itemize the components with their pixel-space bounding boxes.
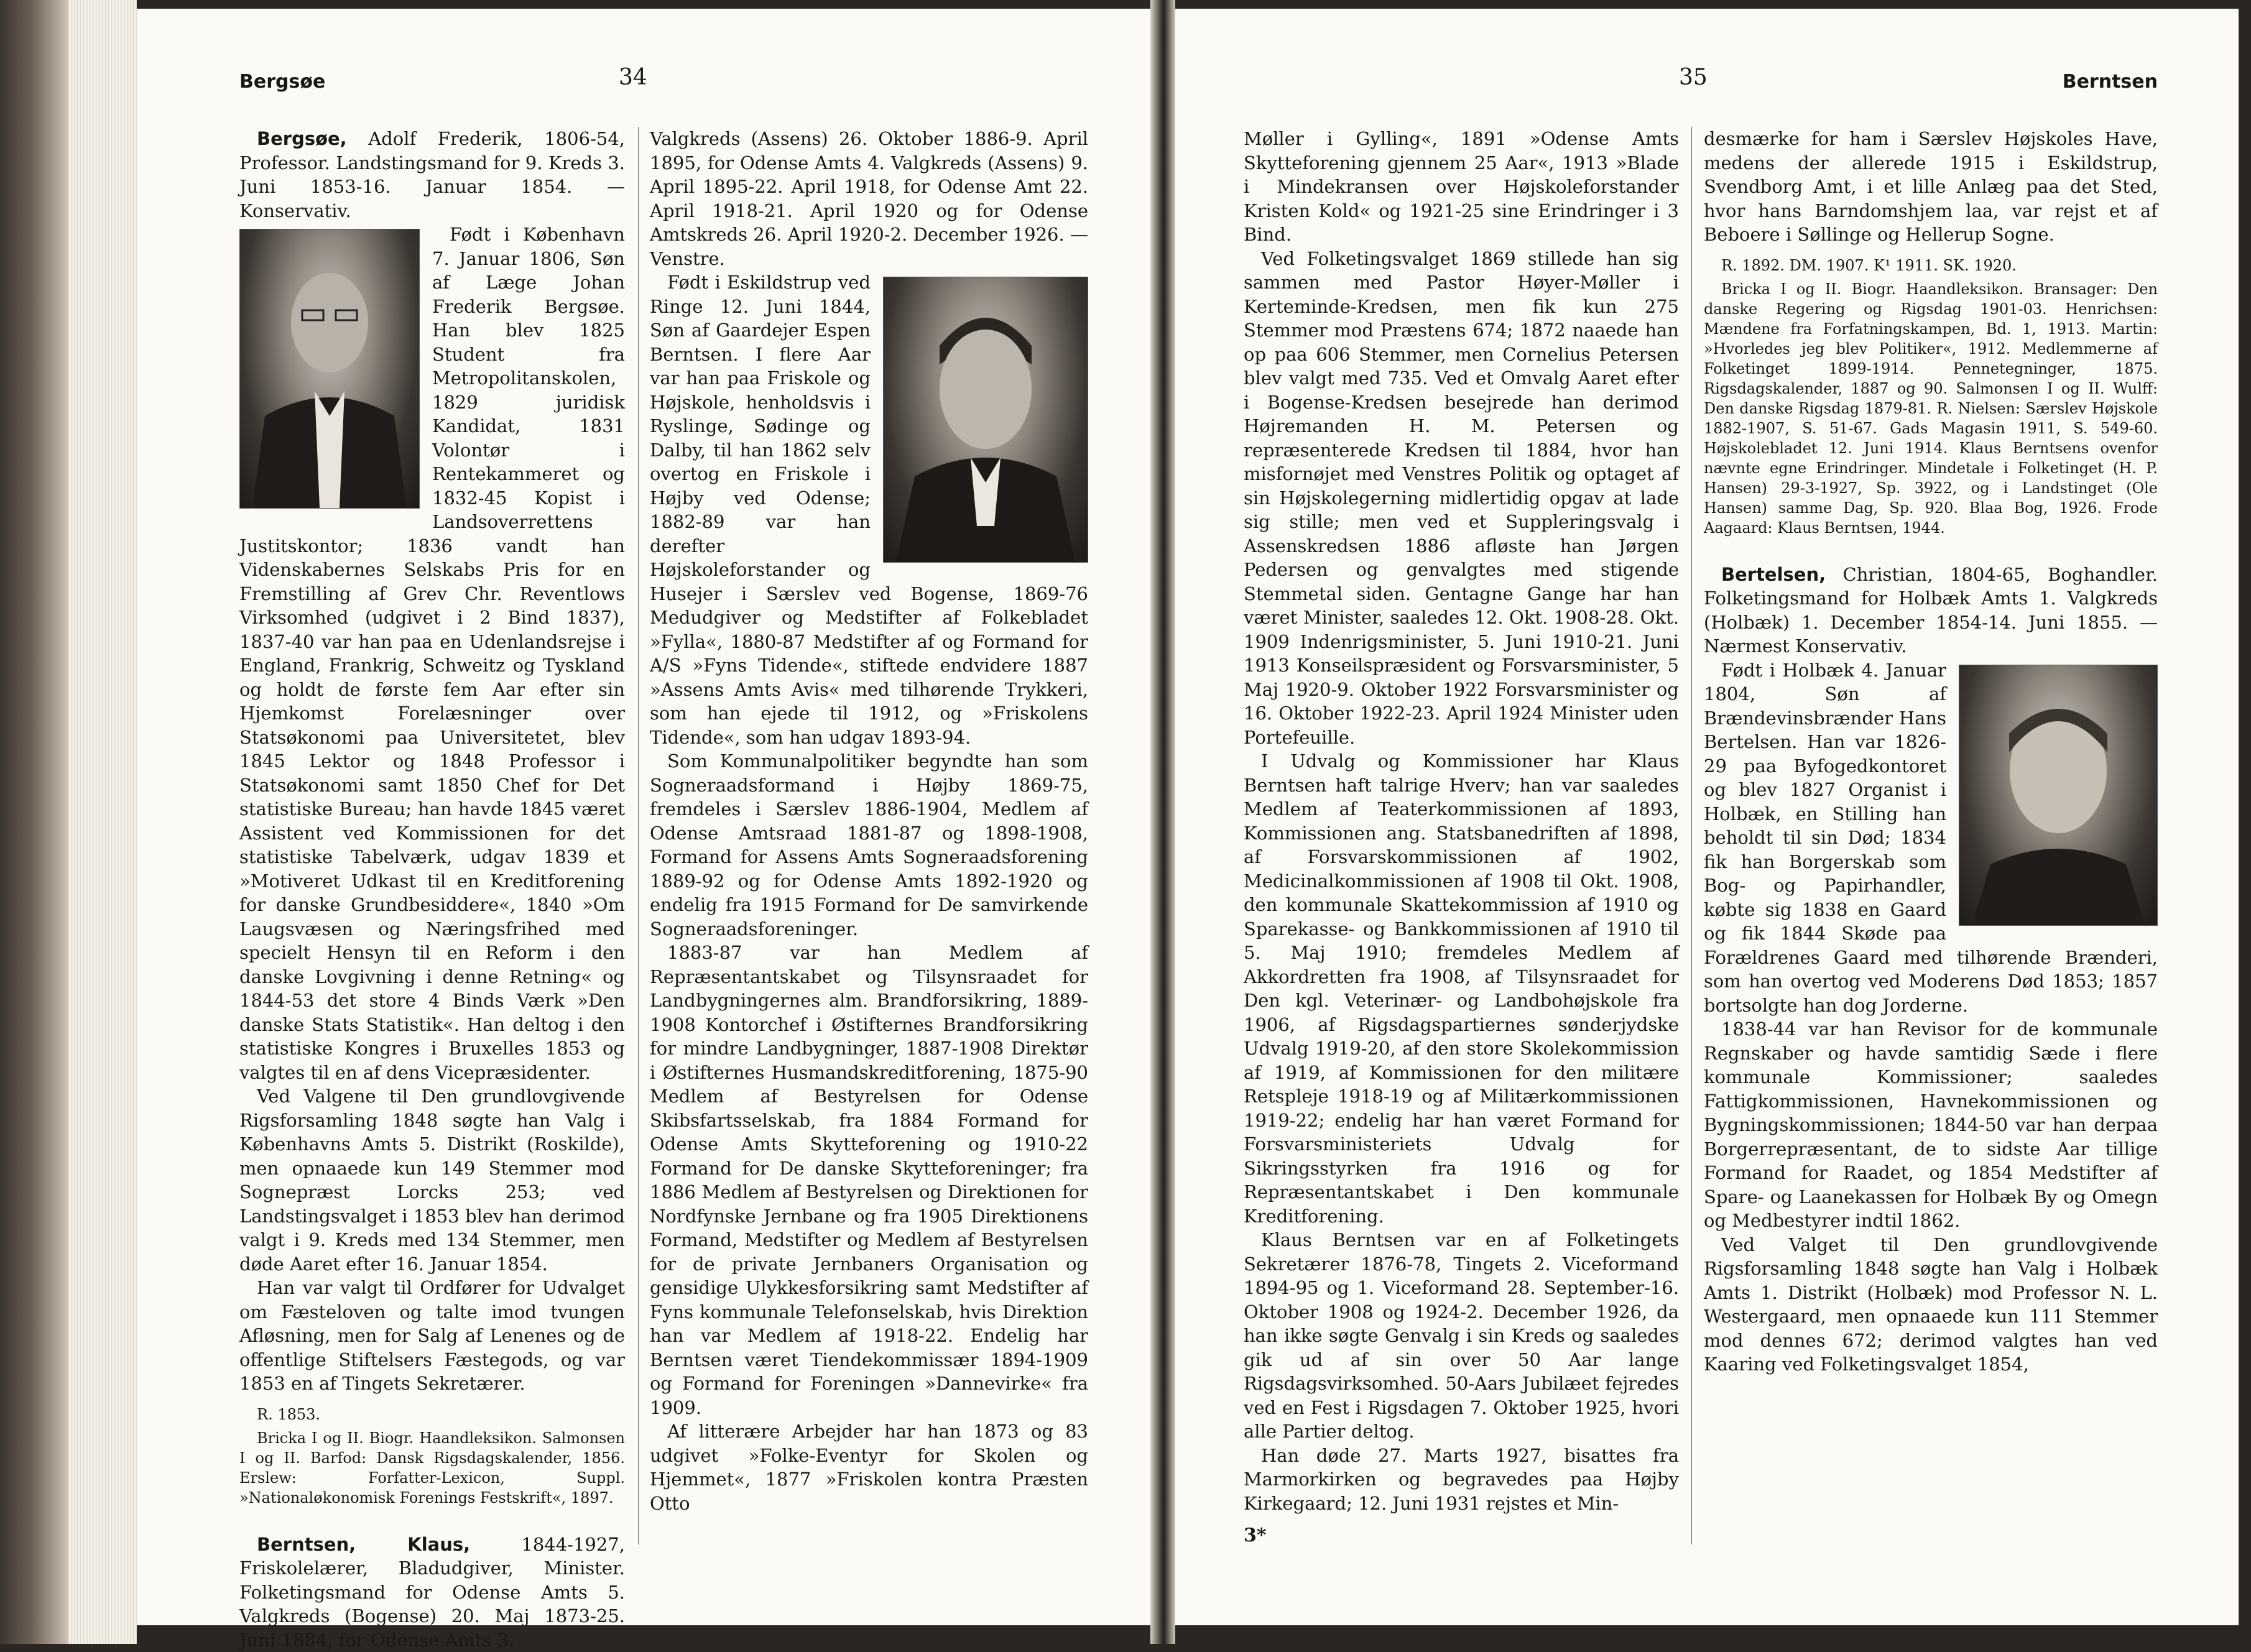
headword: Bertelsen, — [1721, 564, 1826, 585]
portrait-bergsoe — [239, 229, 420, 509]
paragraph: Ved Folketingsvalget 1869 stillede han sig sammen med Pastor Høyer-Møller i Kerteminde-Kredsen, men fik kun 275 Stemmer mod Præstens 674; 1872 naaede han op paa 606 Stemmer, men Cornelius Petersen blev valgt med 735. Ved et Omvalg Aaret efter i Bogense-Kredsen besejrede han derimod Højremanden H. M. Petersen og repræsenterede Kredsen til 1884, hvor han misfornøjet med Venstres Politik og optaget af sin Højskolegerning midlertidig opgav at lade sig stille; men ved et Suppleringsvalg i Assenskredsen 1886 afløste han Jørgen Pedersen og genvalgtes med stigende Stemmetal siden. Gentagne Gange har han været Minister, saaledes 12. Okt. 1908-28. Okt. 1909 Indenrigsminister, 5. Juni 1910-21. Juni 1913 Konseilspræsident og Forsvarsminister, 5 Maj 1920-9. Oktober 1922 Forsvarsminister og 16. Oktober 1922-23. April 1924 Minister uden Portefeuille. — [1244, 247, 1679, 750]
portrait-figure-icon — [884, 277, 1088, 562]
paragraph: Født i København 7. Januar 1806, Søn af Læge Johan Frederik Bergsøe. Han blev 1825 Student fra Metropolitanskolen, 1829 juridisk Kandidat, 1831 Volontør i Rentekammeret og 1832-45 Kopist i Landsoverrettens Justitskontor; 1836 vandt han Videnskabernes Selskabs Pris for en Fremstilling af Grev Chr. Reventlows Virksomhed (udgivet i 2 Bind 1837), 1837-40 var han paa en Udenlandsrejse i England, Frankrig, Schweitz og Tyskland og holdt de første fem Aar efter sin Hjemkomst Forelæsninger over Statsøkonomi paa Universitetet, blev 1845 Lektor og 1848 Professor i Statsøkonomi samt 1850 Chef for Det statistiske Bureau; han havde 1845 været Assistent ved Kommissionen for det statistiske Tabelværk, udgav 1839 et »Motiveret Udkast til en Kreditforening for danske Grundbesiddere«, 1840 »Om Laugsvæsen og Næringsfrihed med specielt Hensyn til en Reform i den danske Lovgivning i denne Retning« og 1844-53 det store 4 Binds Værk »Den danske Stats Statistik«. Han deltog i den statistiske Kongres i Bruxelles 1853 og valgtes til en af dens Vicepræsidenter. — [239, 223, 625, 1084]
portrait-figure-icon — [240, 229, 419, 508]
right-page — [1175, 9, 2239, 1625]
page-edges — [68, 0, 137, 1644]
running-head-right — [1244, 58, 2158, 102]
column-1 — [1244, 127, 1679, 1548]
paragraph: Valgkreds (Assens) 26. Oktober 1886-9. April 1895, for Odense Amts 4. Valgkreds (Assens) 9. April 1895-22. April 1918, for Odense Amt 22. April 1918-21. April 1920 og for Odense Amtskreds 26. April 1920-2. December 1926. — Venstre. — [650, 127, 1088, 270]
sources-line: Bricka I og II. Biogr. Haandleksikon. Bransager: Den danske Regering og Rigsdag 1901-03. Henrichsen: Mændene fra Forfatningskampen, Bd. 1, 1913. Martin: »Hvorledes jeg blev Politiker«, 1912. Medlemmerne af Folketinget 1899-1914. Pennetegninger, 1875. Rigsdagskalender, 1887 og 90. Salmonsen I og II. Wulff: Den danske Rigsdag 1879-81. R. Nielsen: Særslev Højskole 1882-1907, S. 51-67. Gads Magasin 1911, S. 549-60. Højskolebladet 12. Juni 1914. Klaus Berntsens ovenfor nævnte egne Erindringer. Mindetale i Folketinget (H. P. Hansen) 29-3-1927, Sp. 3922, og i Landstinget (Ole Hansen) samme Dag, Sp. 920. Blaa Bog, 1926. Frode Aagaard: Klaus Berntsen, 1944. — [1704, 279, 2158, 538]
page-number: 35 — [1679, 65, 1708, 90]
entry-berntsen-intro: Berntsen, Klaus, 1844-1927, Friskolelærer, Bladudgiver, Minister. Folketingsmand for Odense Amts 5. Valgkreds (Bogense) 20. Maj 1873-25. Juni 1884, for Odense Amts 3. — [239, 1533, 625, 1652]
paragraph: 1838-44 var han Revisor for de kommunale Regnskaber og havde samtidig Sæde i flere kommunale Kommissioner; saaledes Fattigkommissionen, Havnekommissionen og Bygningskommissionen; 1844-50 var han derpaa Borgerrepræsentant, de to sidste Aar tillige Formand for Raadet, og 1854 Medstifter af Spare- og Laanekassen for Holbæk By og Omegn og Medbestyrer indtil 1862. — [1704, 1017, 2158, 1233]
running-head-left — [239, 58, 1094, 102]
portrait-figure-icon — [1959, 665, 2157, 925]
signature-mark: 3* — [1244, 1524, 1679, 1548]
paragraph: Klaus Berntsen var en af Folketingets Sekretærer 1876-78, Tingets 2. Viceformand 1894-95 og 1. Viceformand 28. September-16. Oktober 1908 og 1924-2. December 1926, da han ikke søgte Genvalg i sin Kreds og saaledes gik ud af sin over 50 Aar lange Rigsdagsvirksomhed. 50-Aars Jubilæet fejredes ved en Fest i Rigsdagen 7. Oktober 1925, hvori alle Partier deltog. — [1244, 1228, 1679, 1444]
column-rule — [1691, 127, 1692, 1544]
paragraph: Ved Valget til Den grundlovgivende Rigsforsamling 1848 søgte han Valg i Holbæk Amts 1. Distrikt (Holbæk) mod Professor N. L. Westergaard, men opnaaede kun 111 Stemmer mod dennes 672; derimod valgtes han ved Kaaring ved Folketingsvalget 1854, — [1704, 1233, 2158, 1377]
orders-line: R. 1892. DM. 1907. K¹ 1911. SK. 1920. — [1704, 256, 2158, 275]
book-spine — [0, 0, 68, 1644]
entry-bergsoe-intro: Bergsøe, Adolf Frederik, 1806-54, Professor. Landstingsmand for 9. Kreds 3. Juni 1853-16. Januar 1854. — Konservativ. — [239, 127, 625, 223]
paragraph: Han var valgt til Ordfører for Udvalget om Fæsteloven og talte imod tvungen Afløsning, men for Salg af Lenenes og de offentlige Stiftelsers Fæstegods, og var 1853 en af Tingets Sekretærer. — [239, 1276, 625, 1396]
paragraph: 1883-87 var han Medlem af Repræsentantskabet og Tilsynsraadet for Landbygningernes alm. Brandforsikring, 1889-1908 Kontorchef i Østifternes Brandforsikring for mindre Landbygninger, 1887-1908 Direktør i Østifternes Husmandskreditforening, 1875-90 Medlem af Bestyrelsen for Odense Skibsfartsselskab, fra 1884 Formand for Odense Amts Skytteforening og 1910-22 Formand for De danske Skytteforeninger; fra 1886 Medlem af Bestyrelsen og Direktionen for Nordfynske Jernbane og fra 1905 Direktionens Formand, Medstifter og Medlem af Bestyrelsen for de private Jernbaners Organisation og gensidige Ulykkesforsikring samt Medstifter af Fyns kommunale Telefonselskab, hvis Direktion han var Medlem af 1918-22. Endelig har Berntsen været Tiendekommissær 1894-1909 og Formand for Foreningen »Dannevirke« fra 1909. — [650, 941, 1088, 1419]
portrait-berntsen — [883, 277, 1088, 563]
running-name: Bergsøe — [239, 71, 325, 93]
entry-bertelsen-intro: Bertelsen, Christian, 1804-65, Boghandler. Folketingsmand for Holbæk Amts 1. Valgkreds (Holbæk) 1. December 1854-14. Juni 1855. — Nærmest Konservativ. — [1704, 563, 2158, 658]
paragraph: Født i Holbæk 4. Januar 1804, Søn af Brændevinsbrænder Hans Bertelsen. Han var 1826-29 paa Byfogedkontoret og blev 1827 Organist i Holbæk, en Stilling han beholdt til sin Død; 1834 fik han Borgerskab som Bog- og Papirhandler, købte sig 1838 en Gaard og fik 1844 Skøde paa Forældrenes Gaard med tilhørende Brænderi, som han overtog ved Moderens Død 1853; 1857 bortsolgte han dog Jorderne. — [1704, 658, 2158, 1018]
paragraph: Som Kommunalpolitiker begyndte han som Sogneraadsformand i Højby 1869-75, fremdeles i Særslev 1886-1904, Medlem af Odense Amtsraad 1881-87 og 1898-1908, Formand for Assens Amts Sogneraadsforening 1889-92 og for Odense Amts 1892-1920 og endelig fra 1915 Formand for De samvirkende Sogneraadsforeninger. — [650, 749, 1088, 941]
headword: Bergsøe, — [257, 128, 347, 149]
orders-line: R. 1853. — [239, 1405, 625, 1424]
headword: Berntsen, Klaus, — [257, 1534, 470, 1555]
column-2 — [650, 127, 1088, 1515]
paragraph: Han døde 27. Marts 1927, bisattes fra Marmorkirken og begravedes paa Højby Kirkegaard; 12. Juni 1931 rejstes et Min- — [1244, 1444, 1679, 1516]
sources-line: Bricka I og II. Biogr. Haandleksikon. Salmonsen I og II. Barfod: Dansk Rigsdagskalender, 1856. Erslew: Forfatter-Lexicon, Suppl. »Nationaløkonomisk Forenings Festskrift«, 1897. — [239, 1428, 625, 1508]
book-gutter — [1150, 0, 1175, 1644]
paragraph: Ved Valgene til Den grundlovgivende Rigsforsamling 1848 søgte han Valg i Københavns Amts 5. Distrikt (Roskilde), men opnaaede kun 149 Stemmer mod Sognepræst Lorcks 253; ved Landstingsvalget i 1853 blev han derimod valgt i 9. Kreds med 134 Stemmer, men døde Aaret efter 16. Januar 1854. — [239, 1084, 625, 1276]
portrait-bertelsen — [1959, 665, 2158, 926]
paragraph: Møller i Gylling«, 1891 »Odense Amts Skytteforening gjennem 25 Aar«, 1913 »Blade i Mindekransen over Højskoleforstander Kristen Kold« og 1921-25 sine Erindringer i 3 Bind. — [1244, 127, 1679, 247]
column-1 — [239, 127, 625, 1652]
paragraph: Født i Eskildstrup ved Ringe 12. Juni 1844, Søn af Gaardejer Espen Berntsen. I flere Aar var han paa Friskole og Højskole, henholdsvis i Ryslinge, Sødinge og Dalby, til han 1862 selv overtog en Friskole i Højby ved Odense; 1882-89 var han derefter Højskoleforstander og Husejer i Særslev ved Bogense, 1869-76 Medudgiver og Medstifter af Folkebladet »Fylla«, 1880-87 Medstifter af og Formand for A/S »Fyns Tidende«, stiftede endvidere 1887 »Assens Amts Avis« med tilhørende Trykkeri, som han ejede til 1912, og »Friskolens Tidende«, som han udgav 1893-94. — [650, 270, 1088, 749]
left-page — [137, 9, 1150, 1625]
paragraph: desmærke for ham i Særslev Højskoles Have, medens der allerede 1915 i Eskildstrup, Svendborg Amt, i et lille Anlæg paa det Sted, hvor hans Barndomshjem laa, var rejst et af Beboere i Søllinge og Hellerup Sogne. — [1704, 127, 2158, 247]
column-rule — [638, 127, 639, 1544]
page-number: 34 — [619, 65, 647, 90]
paragraph: I Udvalg og Kommissioner har Klaus Berntsen haft talrige Hverv; han var saaledes Medlem af Teaterkommissionen af 1893, Kommissionen ang. Statsbanedriften af 1898, af Forsvarskommissionen af 1902, Medicinalkommissionen af 1908 til Okt. 1908, den kommunale Skattekommission af 1910 og Sparekasse- og Bankkommissionen af 1910 til 5. Maj 1910; fremdeles Medlem af Akkordretten fra 1908, af Tilsynsraadet for Den kgl. Veterinær- og Landbohøjskole fra 1906, af Rigsdagspartiernes sønderjydske Udvalg 1919-20, af den store Skolekommission af 1919, af Kommissionen for den militære Retspleje 1918-19 og af Militærkommissionen 1919-22; endelig har han været Formand for Forsvarsministeriets Udvalg for Sikringsstyrken fra 1916 og for Repræsentantskabet i Den kommunale Kreditforening. — [1244, 749, 1679, 1228]
running-name: Berntsen — [2063, 71, 2158, 93]
paragraph: Af litterære Arbejder har han 1873 og 83 udgivet »Folke-Eventyr for Skolen og Hjemmet«, 1877 »Friskolen kontra Præsten Otto — [650, 1419, 1088, 1515]
column-2 — [1704, 127, 2158, 1377]
